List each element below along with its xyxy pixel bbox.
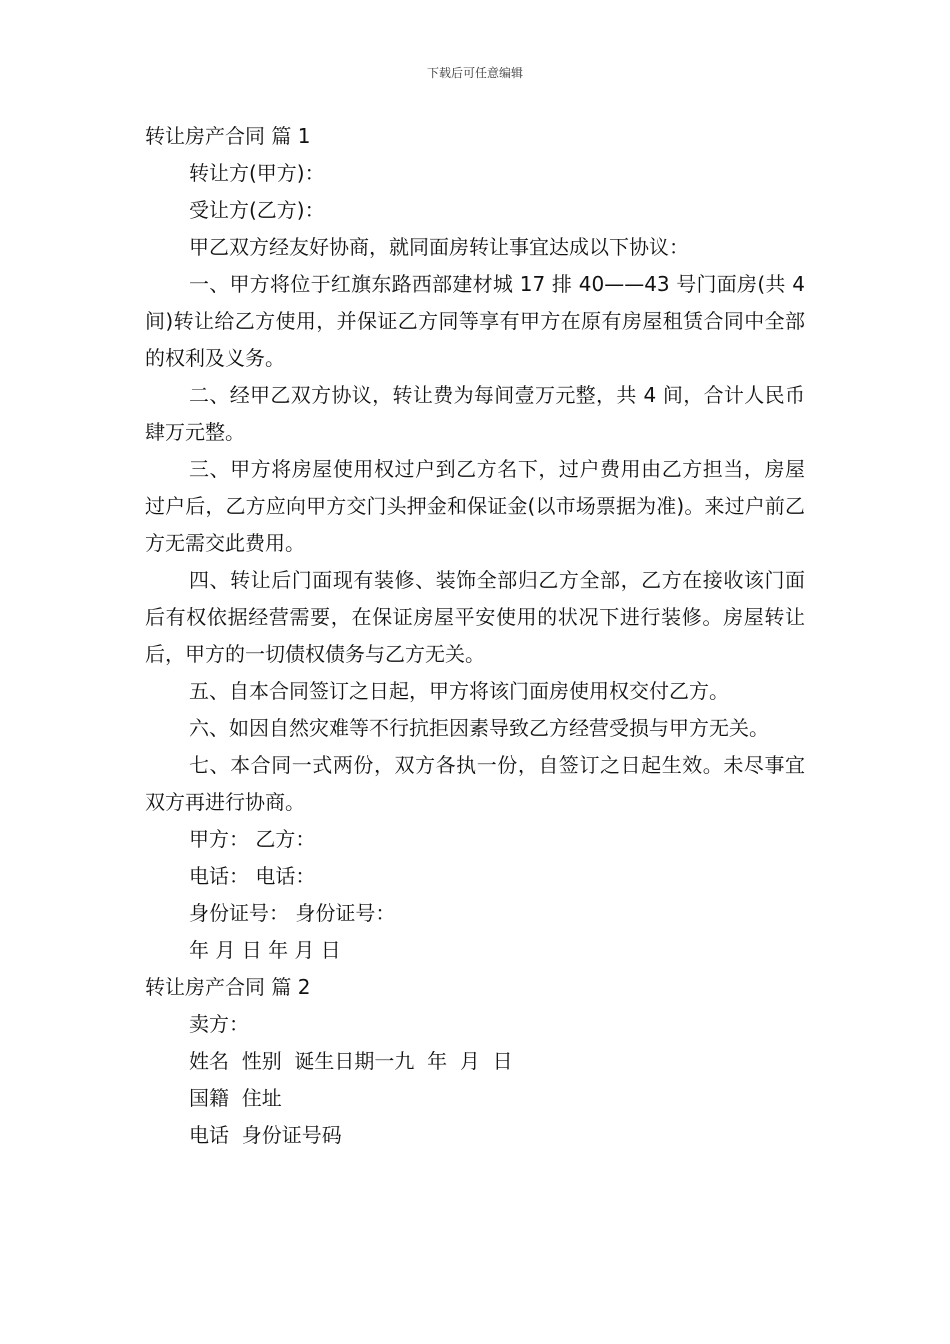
seller-name-row: 姓名 性别 诞生日期一九 年 月 日 [189,1049,513,1073]
section-1-title: 转让房产合同 篇 1 [145,124,311,148]
seller-line: 卖方： [189,1012,249,1036]
seller-phone-row: 电话 身份证号码 [189,1123,342,1147]
signature-parties: 甲方： 乙方： [189,827,316,851]
transferor-line: 转让方(甲方)： [189,161,325,185]
clause-6: 六、如因自然灾难等不行抗拒因素导致乙方经营受损与甲方无关。 [189,716,769,740]
section-2-title: 转让房产合同 篇 2 [145,975,311,999]
signature-date: 年 月 日 年 月 日 [189,938,341,962]
page-header-note: 下载后可任意编辑 [426,66,523,80]
transferee-line: 受让方(乙方)： [189,198,325,222]
clause-2: 二、经甲乙双方协议，转让费为每间壹万元整，共 4 间，合计人民币肆万元整。 [145,383,805,444]
signature-phone: 电话： 电话： [189,864,316,888]
signature-id: 身份证号： 身份证号： [189,901,396,925]
clause-4: 四、转让后门面现有装修、装饰全部归乙方全部，乙方在接收该门面后有权依据经营需要，在保证房屋平安使用的状况下进行装修。房屋转让后，甲方的一切债权债务与乙方无关。 [145,568,805,666]
intro-line: 甲乙双方经友好协商，就同面房转让事宜达成以下协议： [189,235,689,259]
clause-7: 七、本合同一式两份，双方各执一份，自签订之日起生效。未尽事宜双方再进行协商。 [145,753,805,814]
clause-3: 三、甲方将房屋使用权过户到乙方名下，过户费用由乙方担当，房屋过户后，乙方应向甲方交门头押金和保证金(以市场票据为准)。来过户前乙方无需交此费用。 [145,457,805,555]
clause-1: 一、甲方将位于红旗东路西部建材城 17 排 40——43 号门面房(共 4 间)转让给乙方使用，并保证乙方同等享有甲方在原有房屋租赁合同中全部的权利及义务。 [145,272,805,370]
seller-nationality-row: 国籍 住址 [189,1086,282,1110]
clause-5: 五、自本合同签订之日起，甲方将该门面房使用权交付乙方。 [189,679,729,703]
document-body [145,118,805,1154]
